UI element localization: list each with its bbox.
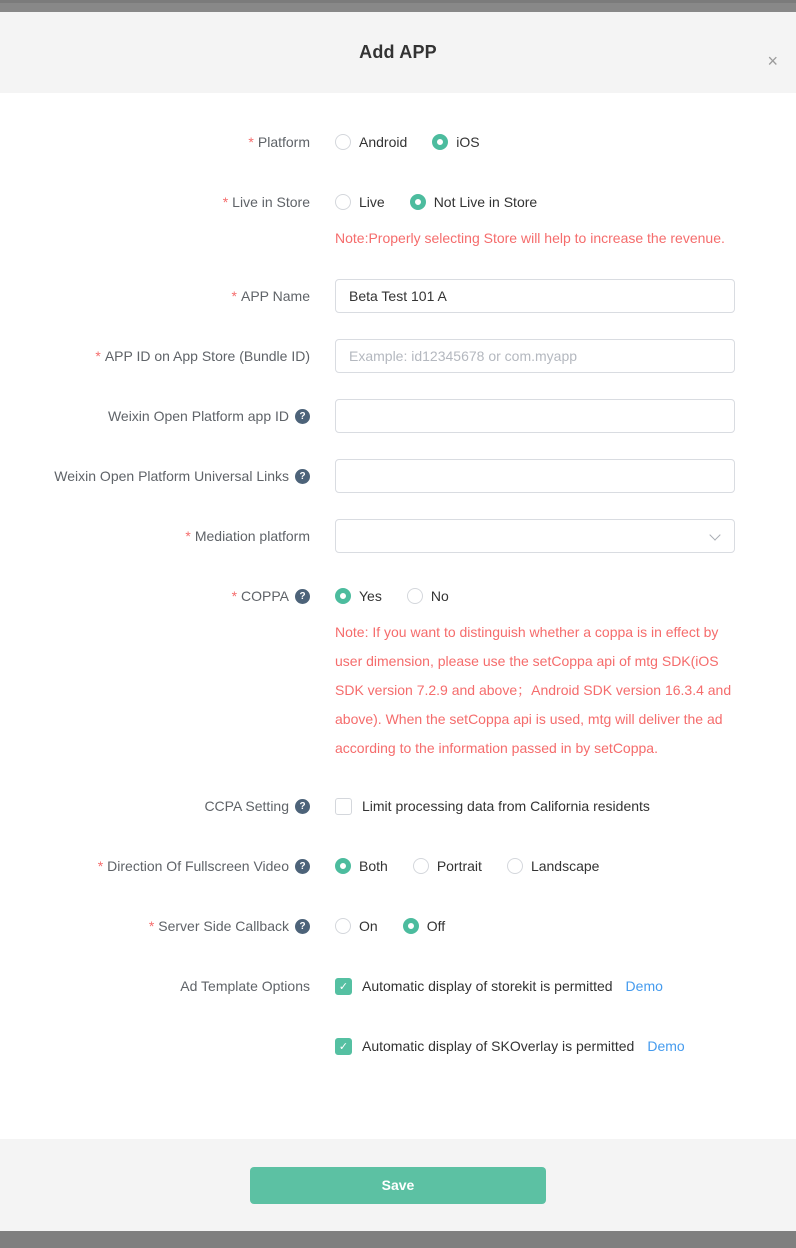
direction-label <box>0 849 310 883</box>
add-app-form <box>0 93 796 1139</box>
radio-direction-both[interactable] <box>335 858 388 874</box>
platform-label <box>0 125 310 159</box>
radio-callback-on[interactable] <box>335 918 378 934</box>
row-weixin-app-id <box>0 399 796 433</box>
app-name-input[interactable] <box>335 279 735 313</box>
radio-coppa-no[interactable] <box>407 588 449 604</box>
ccpa-label-text: CCPA Setting <box>204 798 289 814</box>
ad-template-label <box>0 969 310 1003</box>
radio-circle-icon <box>335 134 351 150</box>
row-ad-template-storekit <box>0 969 796 1003</box>
skoverlay-checkbox[interactable] <box>335 1038 634 1055</box>
radio-label: Live <box>359 194 385 210</box>
radio-label: Yes <box>359 588 382 604</box>
radio-label: On <box>359 918 378 934</box>
weixin-links-label-text: Weixin Open Platform Universal Links <box>54 468 289 484</box>
skoverlay-checkbox-label: Automatic display of SKOverlay is permitted <box>362 1038 635 1054</box>
required-mark: * <box>231 288 237 304</box>
checkbox-check-icon: ✓ <box>335 978 352 995</box>
required-mark: * <box>231 588 238 604</box>
radio-live[interactable] <box>335 194 385 210</box>
radio-label: Android <box>359 134 408 150</box>
skoverlay-demo-link[interactable]: Demo <box>647 1038 685 1054</box>
app-id-label <box>0 339 310 373</box>
checkbox-check-icon: ✓ <box>335 1038 352 1055</box>
radio-circle-icon <box>403 918 419 934</box>
live-in-store-note: Note:Properly selecting Store will help to increase the revenue. <box>335 230 725 246</box>
required-mark: * <box>185 528 191 544</box>
coppa-label-text: COPPA <box>241 588 289 604</box>
checkbox-icon <box>335 798 352 815</box>
row-app-name <box>0 279 796 313</box>
server-callback-label <box>0 909 310 943</box>
row-direction <box>0 849 796 883</box>
radio-circle-icon <box>335 194 351 210</box>
ccpa-checkbox-label: Limit processing data from California residents <box>362 798 650 814</box>
radio-label: Not Live in Store <box>433 194 538 210</box>
radio-circle-icon <box>407 588 423 604</box>
radio-coppa-yes[interactable] <box>335 588 382 604</box>
row-server-callback <box>0 909 796 943</box>
weixin-app-id-input[interactable] <box>335 399 735 433</box>
close-icon[interactable]: × <box>767 51 778 71</box>
radio-circle-icon <box>507 858 523 874</box>
radio-label: Off <box>426 918 446 934</box>
radio-not-live[interactable] <box>410 194 538 210</box>
row-weixin-links <box>0 459 796 493</box>
help-icon[interactable]: ? <box>295 799 310 814</box>
direction-label-text: Direction Of Fullscreen Video <box>107 858 289 874</box>
weixin-app-id-label-text: Weixin Open Platform app ID <box>107 408 289 424</box>
mediation-select[interactable] <box>335 519 735 553</box>
storekit-demo-link[interactable]: Demo <box>625 978 663 994</box>
radio-direction-landscape[interactable] <box>507 858 600 874</box>
storekit-checkbox-label: Automatic display of storekit is permitted <box>362 978 613 994</box>
radio-circle-icon <box>335 858 351 874</box>
radio-label: Landscape <box>530 858 600 874</box>
app-name-label <box>0 279 310 313</box>
row-live-in-store <box>0 185 796 253</box>
row-ccpa <box>0 789 796 823</box>
radio-callback-off[interactable] <box>403 918 445 934</box>
radio-circle-icon <box>432 134 448 150</box>
browser-frame-bottom <box>0 1231 796 1248</box>
mediation-label-text: Mediation platform <box>194 528 310 544</box>
required-mark: * <box>95 348 101 364</box>
radio-circle-icon <box>413 858 429 874</box>
required-mark: * <box>222 194 229 210</box>
server-callback-label-text: Server Side Callback <box>158 918 289 934</box>
required-mark: * <box>148 918 155 934</box>
ccpa-label <box>0 789 310 823</box>
radio-circle-icon <box>335 918 351 934</box>
row-ad-template-skoverlay <box>0 1029 796 1063</box>
storekit-checkbox[interactable] <box>335 978 613 995</box>
modal-header <box>0 12 796 93</box>
app-id-label-text: APP ID on App Store (Bundle ID) <box>104 348 310 364</box>
live-in-store-label-text: Live in Store <box>232 194 310 210</box>
radio-direction-portrait[interactable] <box>413 858 482 874</box>
app-id-input[interactable] <box>335 339 735 373</box>
radio-platform-ios[interactable] <box>432 134 479 150</box>
modal-footer <box>0 1139 796 1231</box>
live-in-store-label <box>0 185 310 219</box>
weixin-links-label <box>0 459 310 493</box>
ad-template-label-text: Ad Template Options <box>180 978 310 994</box>
weixin-app-id-label <box>0 399 310 433</box>
help-icon[interactable]: ? <box>295 859 310 874</box>
ccpa-checkbox[interactable] <box>335 798 650 815</box>
required-mark: * <box>97 858 104 874</box>
row-mediation <box>0 519 796 553</box>
help-icon[interactable]: ? <box>295 409 310 424</box>
radio-circle-icon <box>335 588 351 604</box>
row-coppa <box>0 579 796 763</box>
ad-template-label-spacer <box>0 1029 310 1063</box>
chevron-down-icon <box>709 529 720 540</box>
coppa-note: Note: If you want to distinguish whether a coppa is in effect by user dimension, please use the setCoppa api of mtg SDK(iOS SDK version 7.2.9 and above；Android SDK version 16.3.4 and above). When the setCoppa api is used, mtg will deliver the ad according to the information passed in by setCoppa. <box>335 624 732 756</box>
radio-label: No <box>430 588 449 604</box>
coppa-label <box>0 579 310 613</box>
save-button[interactable]: Save <box>250 1167 546 1204</box>
modal-title: Add APP <box>359 42 437 62</box>
radio-label: iOS <box>456 134 480 150</box>
required-mark: * <box>248 134 254 150</box>
app-name-label-text: APP Name <box>241 288 310 304</box>
row-app-id <box>0 339 796 373</box>
mediation-label <box>0 519 310 553</box>
row-platform <box>0 125 796 159</box>
radio-label: Both <box>359 858 388 874</box>
browser-frame-top <box>0 0 796 12</box>
help-icon[interactable]: ? <box>295 589 310 604</box>
weixin-links-input[interactable] <box>335 459 735 493</box>
radio-platform-android[interactable] <box>335 134 407 150</box>
radio-circle-icon <box>410 194 426 210</box>
help-icon[interactable]: ? <box>295 919 310 934</box>
platform-label-text: Platform <box>257 134 310 150</box>
help-icon[interactable]: ? <box>295 469 310 484</box>
radio-label: Portrait <box>436 858 482 874</box>
